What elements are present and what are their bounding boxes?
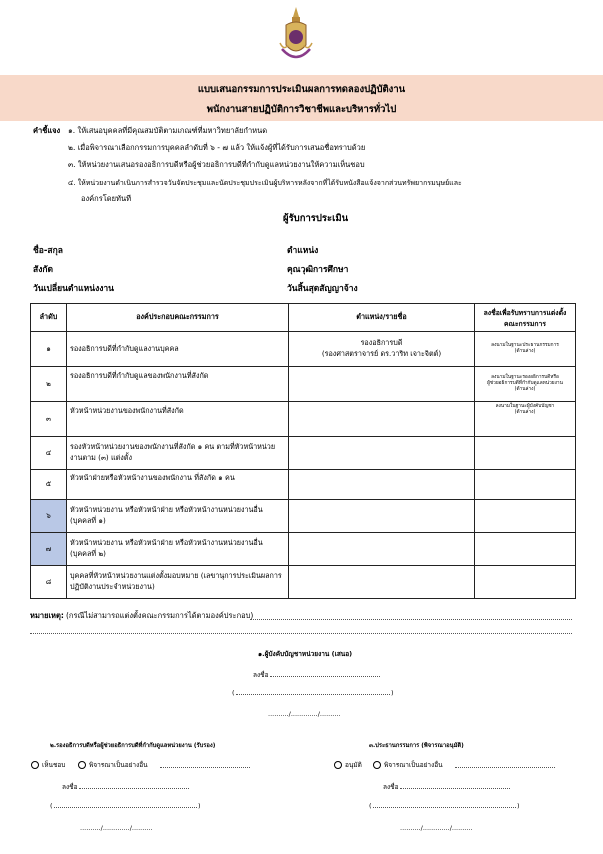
vp-title: ๒.รองอธิการบดีหรือผู้ช่วยอธิการบดีที่กำกับดูแลหน่วยงาน (รับรอง) bbox=[50, 743, 216, 749]
row-position[interactable] bbox=[289, 437, 475, 470]
chair-approve-option[interactable] bbox=[334, 760, 362, 770]
change-date-label: วันเปลี่ยนตำแหน่งงาน bbox=[33, 284, 114, 294]
chair-name-open: ( bbox=[369, 802, 372, 810]
radio-circle-icon[interactable] bbox=[334, 761, 342, 769]
row-composition: บุคคลที่หัวหน้าหน่วยงานแต่งตั้งมอบหมาย (เลขานุการประเมินผลการปฏิบัติงานประจำหน่วยงาน) bbox=[67, 566, 289, 599]
sign-note-sub: (ด้านล่าง) bbox=[514, 410, 536, 415]
radio-circle-icon[interactable] bbox=[373, 761, 381, 769]
instruction-item-2: ๒. เมื่อพิจารณาเลือกกรรมการบุคคลลำดับที่ ๖ - ๗ แล้ว ให้แจ้งผู้ที่ได้รับการเสนอชื่อทราบด้วย bbox=[68, 143, 366, 152]
note-line[interactable] bbox=[30, 633, 572, 634]
instruction-item-4-cont: องค์กรโดยทันที bbox=[81, 194, 132, 203]
chair-approve-label: อนุมัติ bbox=[345, 761, 362, 769]
row-composition: รองอธิการบดีที่กำกับดูแลของพนักงานที่สังกัด bbox=[67, 367, 289, 402]
row-sign[interactable] bbox=[475, 437, 576, 470]
education-label: คุณวุฒิการศึกษา bbox=[287, 265, 349, 275]
committee-table bbox=[30, 303, 576, 599]
table-row bbox=[31, 533, 576, 566]
row-position[interactable] bbox=[289, 402, 475, 437]
instruction-item-4: ๔. ให้หน่วยงานดำเนินการสำรวจวันจัดประชุมและนัดประชุมประเมินผู้บริหารหลังจากที่ได้รับหนังสือแจ้งจากส่วนทรัพยากรมนุษย์และ bbox=[68, 179, 462, 187]
row-composition: หัวหน้าฝ่ายหรือหัวหน้างานของพนักงาน ที่สังกัด ๑ คน bbox=[67, 470, 289, 500]
supervisor-date-line[interactable]: ........../............./.......... bbox=[268, 710, 341, 718]
university-seal-logo bbox=[276, 5, 316, 67]
supervisor-name-line[interactable] bbox=[236, 694, 390, 695]
evaluatee-title: ผู้รับการประเมิน bbox=[283, 213, 349, 224]
title-banner bbox=[0, 75, 603, 121]
chair-title: ๓.ประธานกรรมการ (พิจารณาอนุมัติ) bbox=[369, 743, 464, 749]
table-row bbox=[31, 332, 576, 367]
row-composition: หัวหน้าหน่วยงานของพนักงานที่สังกัด bbox=[67, 402, 289, 437]
row-sign[interactable] bbox=[475, 566, 576, 599]
sign-note-sub: ผู้ช่วยอธิการบดีที่กำกับดูแลหน่วยงาน bbox=[487, 381, 563, 386]
note-label: หมายเหตุ: bbox=[30, 611, 64, 620]
vp-sign-line[interactable] bbox=[79, 788, 189, 789]
row-position[interactable] bbox=[289, 566, 475, 599]
instruction-item-1: ๑. ให้เสนอบุคคลที่มีคุณสมบัติตามเกณฑ์ที่มหาวิทยาลัยกำหนด bbox=[68, 126, 268, 135]
row-position[interactable] bbox=[289, 332, 475, 367]
row-position[interactable] bbox=[289, 367, 475, 402]
vp-other-option[interactable] bbox=[78, 760, 148, 770]
row-position[interactable] bbox=[289, 533, 475, 566]
vp-date-line[interactable]: ........../............./.......... bbox=[80, 824, 153, 832]
row-position[interactable] bbox=[289, 470, 475, 500]
row-no: ๒ bbox=[31, 367, 67, 402]
table-row bbox=[31, 500, 576, 533]
vp-name-open: ( bbox=[50, 802, 53, 810]
supervisor-sign-label: ลงชื่อ bbox=[253, 671, 269, 679]
chair-date-line[interactable]: ........../............./.......... bbox=[400, 824, 473, 832]
vp-approve-option[interactable] bbox=[31, 760, 65, 770]
table-row bbox=[31, 367, 576, 402]
chair-other-option[interactable] bbox=[373, 760, 443, 770]
row-composition: รองอธิการบดีที่กำกับดูแลงานบุคคล bbox=[67, 332, 289, 367]
supervisor-title: ๑.ผู้บังคับบัญชาหน่วยงาน (เสนอ) bbox=[258, 650, 353, 658]
sign-note: ลงนามในฐานะผู้บังคับบัญชา bbox=[495, 404, 555, 409]
row-no: ๔ bbox=[31, 437, 67, 470]
form-subtitle: พนักงานสายปฏิบัติการวิชาชีพและบริหารทั่วไป bbox=[206, 104, 397, 115]
row-sign[interactable] bbox=[475, 533, 576, 566]
row-sign[interactable] bbox=[475, 332, 576, 367]
chair-sign-label: ลงชื่อ bbox=[383, 783, 399, 791]
note-text: (กรณีไม่สามารถแต่งตั้งคณะกรรมการได้ตามองค์ประกอบ) bbox=[66, 611, 254, 620]
row-composition: หัวหน้าหน่วยงาน หรือหัวหน้าฝ่าย หรือหัวหน้างานหน่วยงานอื่น (บุคคลที่ ๒) bbox=[67, 533, 289, 566]
row-sign[interactable] bbox=[475, 402, 576, 437]
radio-circle-icon[interactable] bbox=[78, 761, 86, 769]
header-no: ลำดับ bbox=[31, 304, 67, 332]
position-person: (รองศาสตราจารย์ ดร.วาริท เจาะจิตต์) bbox=[321, 349, 442, 358]
supervisor-sign-line[interactable] bbox=[270, 676, 380, 677]
supervisor-name-close: ) bbox=[391, 689, 394, 697]
row-position[interactable] bbox=[289, 500, 475, 533]
row-composition: รองหัวหน้าหน่วยงานของพนักงานที่สังกัด ๑ คน ตามที่หัวหน้าหน่วยงานตาม (๓) แต่งตั้ง bbox=[67, 437, 289, 470]
row-sign[interactable] bbox=[475, 500, 576, 533]
instruction-item-3: ๓. ให้หน่วยงานเสนอรองอธิการบดีหรือผู้ช่วยอธิการบดีที่กำกับดูแลหน่วยงานให้ความเห็นชอบ bbox=[68, 160, 365, 169]
supervisor-name-open: ( bbox=[232, 689, 235, 697]
row-sign[interactable] bbox=[475, 470, 576, 500]
vp-name-line[interactable] bbox=[54, 807, 197, 808]
row-no: ๓ bbox=[31, 402, 67, 437]
chair-other-label: พิจารณาเป็นอย่างอื่น bbox=[384, 761, 443, 769]
header-sign: ลงชื่อเพื่อรับทราบการแต่งตั้งคณะกรรมการ bbox=[475, 304, 576, 332]
row-no: ๑ bbox=[31, 332, 67, 367]
row-no: ๕ bbox=[31, 470, 67, 500]
sign-note: ลงนามในฐานะประธานกรรมการ bbox=[491, 343, 559, 348]
header-position: ตำแหน่ง/รายชื่อ bbox=[289, 304, 475, 332]
chair-other-line[interactable] bbox=[455, 767, 555, 768]
vp-sign-label: ลงชื่อ bbox=[62, 783, 78, 791]
header-composition: องค์ประกอบคณะกรรมการ bbox=[67, 304, 289, 332]
table-header-row bbox=[31, 304, 576, 332]
row-composition: หัวหน้าหน่วยงาน หรือหัวหน้าฝ่าย หรือหัวหน้างานหน่วยงานอื่น (บุคคลที่ ๑) bbox=[67, 500, 289, 533]
table-row bbox=[31, 566, 576, 599]
sign-note: ลงนามในฐานะรองอธิการบดีหรือ bbox=[491, 375, 559, 380]
vp-name-close: ) bbox=[198, 802, 201, 810]
vp-other-label: พิจารณาเป็นอย่างอื่น bbox=[89, 761, 148, 769]
vp-approve-label: เห็นชอบ bbox=[42, 761, 66, 769]
row-no: ๘ bbox=[31, 566, 67, 599]
name-label: ชื่อ-สกุล bbox=[33, 246, 63, 256]
sign-note-sub: (ด้านล่าง) bbox=[514, 349, 536, 354]
instructions-label: คำชี้แจง bbox=[33, 126, 61, 135]
form-title: แบบเสนอกรรมการประเมินผลการทดลองปฏิบัติงาน bbox=[197, 84, 406, 95]
chair-name-line[interactable] bbox=[373, 807, 516, 808]
chair-name-close: ) bbox=[517, 802, 520, 810]
row-no: ๖ bbox=[31, 500, 67, 533]
table-row bbox=[31, 437, 576, 470]
position-label: ตำแหน่ง bbox=[287, 246, 319, 256]
table-row bbox=[31, 402, 576, 437]
contract-end-label: วันสิ้นสุดสัญญาจ้าง bbox=[287, 284, 358, 294]
position-title: รองอธิการบดี bbox=[360, 338, 403, 347]
note-line[interactable] bbox=[250, 619, 572, 620]
chair-sign-line[interactable] bbox=[400, 788, 510, 789]
radio-circle-icon[interactable] bbox=[31, 761, 39, 769]
unit-label: สังกัด bbox=[33, 265, 54, 275]
sign-note-sub2: (ด้านล่าง) bbox=[514, 387, 536, 392]
table-row bbox=[31, 470, 576, 500]
vp-other-line[interactable] bbox=[160, 767, 250, 768]
row-no: ๗ bbox=[31, 533, 67, 566]
row-sign[interactable] bbox=[475, 367, 576, 402]
